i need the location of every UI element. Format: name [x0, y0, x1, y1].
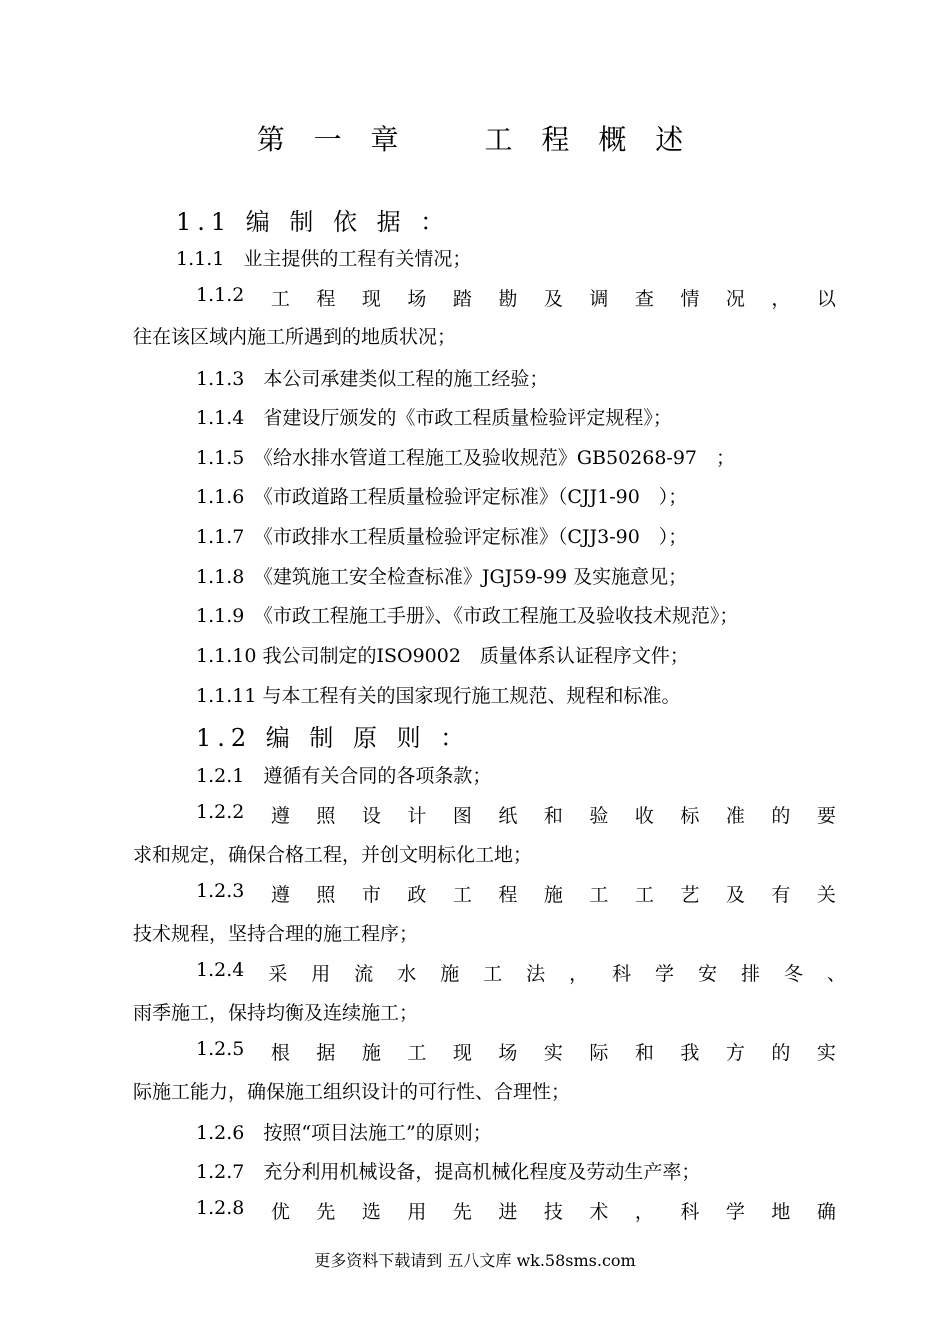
item-1-1-5: 1.1.5 《给水排水管道工程施工及验收规范》GB50268-97 ； [196, 447, 736, 469]
spread-char: 和 [634, 1042, 654, 1064]
spread-char: 标 [680, 805, 700, 827]
item-1-2-3-continuation: 技术规程，坚持合理的施工程序； [133, 923, 419, 945]
spread-char: 方 [725, 1042, 745, 1064]
spread-char: 技 [543, 1201, 563, 1223]
spread-char: 有 [771, 884, 791, 906]
spread-char: 优 [270, 1201, 290, 1223]
spread-char: 学 [725, 1201, 745, 1223]
spread-char: 先 [452, 1201, 472, 1223]
item-1-2-5 [196, 1038, 836, 1065]
spread-char: 际 [589, 1042, 609, 1064]
spread-char: 选 [361, 1201, 381, 1223]
spread-char: 况 [725, 288, 745, 310]
item-1-1-7: 1.1.7 《市政排水工程质量检验评定标准》（CJJ3-90 ）； [196, 526, 688, 548]
item-1-1-11: 1.1.11 与本工程有关的国家现行施工规范、规程和标准。 [196, 685, 681, 707]
spread-char: 排 [740, 963, 760, 985]
spread-char: 进 [498, 1201, 518, 1223]
item-1-1-4: 1.1.4 省建设厅颁发的《市政工程质量检验评定规程》； [196, 407, 672, 429]
item-1-2-6: 1.2.6 按照“项目法施工”的原则； [196, 1122, 492, 1144]
spread-char: 根 [270, 1042, 290, 1064]
spread-char: 以 [816, 288, 836, 310]
spread-char: 程 [316, 288, 336, 310]
item-number: 1.2.3 [196, 880, 245, 902]
spread-char: ， [569, 963, 589, 985]
item-1-2-5-continuation: 际施工能力，确保施工组织设计的可行性、合理性； [133, 1081, 571, 1103]
item-number: 1.2.8 [196, 1197, 245, 1219]
item-1-2-7: 1.2.7 充分利用机械设备，提高机械化程度及劳动生产率； [196, 1161, 701, 1183]
spread-char: 遵 [270, 884, 290, 906]
spread-char: 和 [543, 805, 563, 827]
spread-char: 先 [316, 1201, 336, 1223]
spread-char: 工 [407, 1042, 427, 1064]
spread-char: 图 [452, 805, 472, 827]
spread-char: 现 [361, 288, 381, 310]
item-1-2-4-continuation: 雨季施工，保持均衡及连续施工； [133, 1002, 419, 1024]
spread-char: ， [634, 1201, 654, 1223]
spread-char: 市 [361, 884, 381, 906]
spread-char: 施 [440, 963, 460, 985]
spread-char: 地 [771, 1201, 791, 1223]
spread-char: 及 [725, 884, 745, 906]
spread-char: 收 [634, 805, 654, 827]
spread-char: 调 [589, 288, 609, 310]
spread-char: 据 [316, 1042, 336, 1064]
item-1-2-2 [196, 801, 836, 828]
spread-char: 流 [354, 963, 374, 985]
spread-char: 遵 [270, 805, 290, 827]
section-heading-1-1: 1.1 编 制 依 据 ： [176, 208, 451, 236]
spread-char: 踏 [452, 288, 472, 310]
item-1-1-8: 1.1.8 《建筑施工安全检查标准》JGJ59-99 及实施意见； [196, 566, 688, 588]
item-1-2-3 [196, 880, 836, 907]
spread-char: 的 [771, 1042, 791, 1064]
spread-char: 工 [452, 884, 472, 906]
spread-char: 及 [543, 288, 563, 310]
spread-char: 场 [498, 1042, 518, 1064]
spread-char: 施 [361, 1042, 381, 1064]
item-1-1-1: 1.1.1 业主提供的工程有关情况； [176, 248, 472, 270]
spread-char: 政 [407, 884, 427, 906]
spread-char: 艺 [680, 884, 700, 906]
item-1-2-8 [196, 1197, 836, 1224]
item-1-1-2-continuation: 往在该区域内施工所遇到的地质状况； [133, 326, 457, 348]
spread-char: 我 [680, 1042, 700, 1064]
spread-char: 安 [698, 963, 718, 985]
item-1-2-2-continuation: 求和规定，确保合格工程，并创文明标化工地； [133, 844, 533, 866]
spread-char: 术 [589, 1201, 609, 1223]
spread-char: 用 [407, 1201, 427, 1223]
spread-char: 照 [316, 805, 336, 827]
item-1-1-10: 1.1.10 我公司制定的ISO9002 质量体系认证程序文件； [196, 645, 689, 667]
spread-char: 施 [543, 884, 563, 906]
spread-char: 计 [407, 805, 427, 827]
spread-char: 法 [526, 963, 546, 985]
spread-char: 纸 [498, 805, 518, 827]
item-number: 1.2.5 [196, 1038, 245, 1060]
spread-char: 设 [361, 805, 381, 827]
spread-char: 实 [816, 1042, 836, 1064]
spread-char: 冬 [783, 963, 803, 985]
item-1-1-3: 1.1.3 本公司承建类似工程的施工经验； [196, 368, 549, 390]
item-number: 1.1.2 [196, 284, 245, 306]
spread-char: 要 [816, 805, 836, 827]
spread-char: 关 [816, 884, 836, 906]
spread-char: 情 [680, 288, 700, 310]
item-1-1-6: 1.1.6 《市政道路工程质量检验评定标准》（CJJ1-90 ）； [196, 486, 688, 508]
item-number: 1.2.2 [196, 801, 245, 823]
section-heading-1-2: 1.2 编 制 原 则 ： [196, 724, 471, 752]
item-1-2-1: 1.2.1 遵循有关合同的各项条款； [196, 765, 492, 787]
spread-char: 采 [268, 963, 288, 985]
footer-download-note: 更多资料下载请到 五八文库 wk.58sms.com [314, 1251, 636, 1270]
spread-char: 勘 [498, 288, 518, 310]
spread-char: 的 [771, 805, 791, 827]
spread-char: 用 [311, 963, 331, 985]
spread-char: 工 [589, 884, 609, 906]
item-1-1-2 [196, 284, 836, 311]
item-1-1-9: 1.1.9 《市政工程施工手册》、《市政工程施工及验收技术规范》； [196, 605, 739, 627]
spread-char: 实 [543, 1042, 563, 1064]
spread-char: 水 [397, 963, 417, 985]
spread-char: 工 [483, 963, 503, 985]
spread-char: 科 [612, 963, 632, 985]
spread-char: 确 [816, 1201, 836, 1223]
spread-char: 查 [634, 288, 654, 310]
spread-char: 场 [407, 288, 427, 310]
chapter-title: 第 一 章 工 程 概 述 [256, 123, 694, 156]
item-number: 1.2.4 [196, 959, 245, 981]
item-1-2-4 [196, 959, 846, 986]
spread-char: 、 [826, 963, 846, 985]
spread-char: 工 [634, 884, 654, 906]
spread-char: 现 [452, 1042, 472, 1064]
spread-char: 照 [316, 884, 336, 906]
spread-char: 验 [589, 805, 609, 827]
spread-char: 工 [270, 288, 290, 310]
spread-char: 学 [655, 963, 675, 985]
spread-char: 程 [498, 884, 518, 906]
spread-char: 准 [725, 805, 745, 827]
spread-char: 科 [680, 1201, 700, 1223]
spread-char: ， [771, 288, 791, 310]
